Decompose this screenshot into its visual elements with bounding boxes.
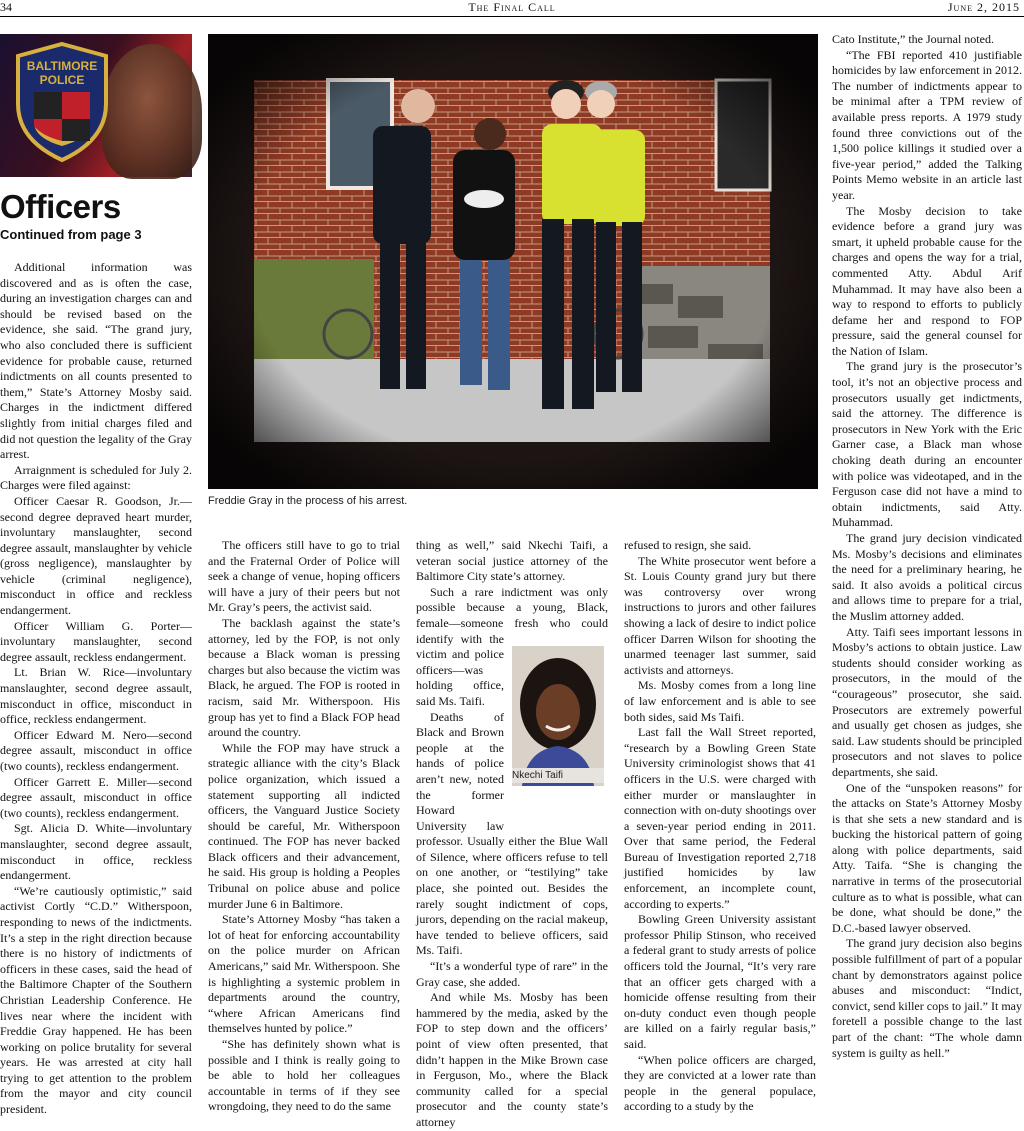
paragraph: Officer William G. Porter—involuntary manslaughter, second degree assault, reckless endangerment. xyxy=(0,618,192,664)
paragraph: The grand jury is the prosecutor’s tool, it’s not an objective process and prosecutors usually get indictments, said the attorney. The difference is prosecutors in New York with the Eric Garner case, a Black man whose choking death during an encounter with police was videotaped, and in the Ferguson case did not have a mind to obtain indictments, said Atty. Muhammad. xyxy=(832,359,1022,530)
continuation-note: Continued from page 3 xyxy=(0,227,142,242)
portrait-wrap-space xyxy=(510,646,608,830)
paragraph: The officers still have to go to trial and the Fraternal Order of Police will seek a change of venue, hoping officers will have a jury of their peers but not Mr. Gray’s peers, the activist said. xyxy=(208,538,400,615)
paragraph: The grand jury decision vindicated Ms. Mosby’s decisions and eliminates the need for a preliminary hearing, he said. It also avoids a political circus and allows time to prepare for a trial, the Muslim attorney added. xyxy=(832,531,1022,623)
arrest-photo xyxy=(208,34,818,489)
paragraph: The grand jury decision also begins possible fulfillment of part of a popular chant by demonstrators against police abuses and misconduct: “Indict, convict, send killer cops to jail.” It may foretell a possible change to the last part of the chant: “The whole damn system is guilty as hell.” xyxy=(832,936,1022,1060)
baltimore-police-logo-image xyxy=(0,34,192,177)
paragraph: “We’re cautiously optimistic,” said activist Cortly “C.D.” Witherspoon, responding to news of the indictments. It’s a step in the right direction because there is no history of indictments of officers in these cases, said the head of the Baltimore Chapter of the Southern Christian Leadership Conference. He lives near where the incident with Freddie Gray happened. He has been working on police brutality for several years. He was arrested at city hall trying to get attention to the problem from the mayor and city council president. xyxy=(0,883,192,1117)
article-column-5 xyxy=(832,32,1022,1106)
paragraph: Officer Garrett E. Miller—second degree assault, misconduct in office (two counts), reckless endangerment. xyxy=(0,774,192,820)
photo-caption: Freddie Gray in the process of his arrest. xyxy=(208,495,408,507)
paragraph: Atty. Taifi sees important lessons in Mosby’s actions to obtain justice. Law students should consider working as prosecutors, in the mould of the “courageous” prosecutor, she said. Prosecutors are extremely powerful and usually get chosen as judges, she said. Law students should be principled prosecutors and not slaves to police departments, she said. xyxy=(832,624,1022,779)
paragraph: refused to resign, she said. xyxy=(624,538,752,552)
paragraph: “She has definitely shown what is possible and I think is really going to be able to hold her colleagues accountable in terms of if they see wrongdoing, they need to do the same xyxy=(208,1037,400,1114)
paragraph: And while Ms. Mosby has been hammered by the media, asked by the FOP to step down and the officers’ point of view often presented, that didn’t happen in the Mike Brown case in Ferguson, Mo., where the Black community called for a special prosecutor and the county state’s attorney xyxy=(416,990,608,1129)
article-column-4 xyxy=(624,538,816,1114)
badge-text-top: BALTIMORE xyxy=(26,59,98,73)
paragraph: Officer Caesar R. Goodson, Jr.—second degree depraved heart murder, involuntary manslaughter, second degree assault, manslaughter by vehicle (gross negligence), manslaughter by vehicle (criminal negligence), misconduct in office and reckless endangerment. xyxy=(0,493,192,618)
paragraph: Additional information was discovered and as is often the case, during an investigation charges can and should be revised based on the evidence, she said. “The grand jury, who also concluded there is sufficient evidence for probable cause, returned indictments on all counts presented to them,” State’s Attorney Mosby said. Charges in the indictment differed slightly from initial charges filed and did not question the legality of the Gray arrest. xyxy=(0,260,192,462)
badge-text-bottom: POLICE xyxy=(39,73,85,87)
page-header xyxy=(0,0,1024,17)
article-column-1 xyxy=(0,260,192,1117)
paragraph: “When police officers are charged, they are convicted at a lower rate than people in the general populace, according to a study by the xyxy=(624,1052,816,1114)
paragraph: Arraignment is scheduled for July 2. Charges were filed against: xyxy=(0,462,192,493)
paragraph: The backlash against the state’s attorney, led by the FOP, is not only because a Black woman is pressing charges but also because the victim was Black, he argued. The FOP is rooted in racism, said Mr. Witherspoon. His group has yet to find a Black FOP head around the country. xyxy=(208,615,400,740)
paragraph: Lt. Brian W. Rice—involuntary manslaughter, second degree assault, misconduct in office, misconduct in office, reckless endangerment. xyxy=(0,665,192,727)
portrait-caption: Nkechi Taifi xyxy=(512,768,604,783)
page-number: 34 xyxy=(0,0,12,14)
paragraph: Such a rare indictment was only possible because a young, Black, female—someone fresh who could identify with the victim and police officers—was holding office, said Ms. Taifi. xyxy=(416,584,608,708)
paragraph: “The FBI reported 410 justifiable homicides by law enforcement in 2012. The number of indictments appear to be minimal after a TPM review of available press reports. A 1979 study found three convictions out of the 1,500 police killings it studied over a five-year period,” added the Talking Points Memo website in an article last year. xyxy=(832,47,1022,202)
paragraph: Bowling Green University assistant professor Philip Stinson, who received a federal grant to study arrests of police officers told the Journal, “It’s very rare that an officer gets charged with a homicide offense resulting from their on-duty conduct even though people are killed on a fairly regular basis,” said. xyxy=(624,912,816,1051)
paragraph: Last fall the Wall Street reported, “research by a Bowling Green State University criminologist shows that 41 officers in the U.S. were charged with either murder or manslaughter in connection with on-duty shootings over a seven-year period ending in 2011. Over that same period, the Federal Bureau of Investigation reported 2,718 justified homicides by law enforcement, an incomplete count, according to experts.” xyxy=(624,725,816,911)
paragraph: Officer Edward M. Nero—second degree assault, misconduct in office (two counts), reckless endangerment. xyxy=(0,727,192,773)
paragraph: The Mosby decision to take evidence before a grand jury was smart, it upheld probable cause for the charges and opens the way for a trial, commented Atty. Abdul Arif Muhammad. It may have also been a way to respond to efforts to publicly defame her and respond to FOP pressure, said the general counsel for the Nation of Islam. xyxy=(832,203,1022,358)
paragraph: Cato Institute,” the Journal noted. xyxy=(832,32,994,46)
paragraph: Deaths of Black and Brown people at the hands of police aren’t new, noted the former Howard University law professor. Usually either the Blue Wall of Silence, where officers refuse to tell on one another, or “testilying” take place, she pointed out. Besides the rarely sought indictment of cops, jurors, depending on the racial makeup, have tended to believe officers, said Ms. Taifi. xyxy=(416,709,608,958)
paragraph: Sgt. Alicia D. White—involuntary manslaughter, second degree assault, misconduct in office, reckless endangerment. xyxy=(0,821,192,883)
police-badge-icon xyxy=(12,42,112,162)
paragraph: State’s Attorney Mosby “has taken a lot of heat for enforcing accountability on the police murder on African Americans,” said Mr. Witherspoon. She is highlighting a systemic problem in departments around the country, “where African Americans find themselves hunted by police.” xyxy=(208,912,400,1036)
issue-date: June 2, 2015 xyxy=(947,0,1020,14)
article-column-2 xyxy=(208,538,400,1114)
paragraph: While the FOP may have struck a strategic alliance with the city’s Black police organization, which issued a statement supporting all indicted officers, the Vanguard Justice Society should be careful, Mr. Witherspoon continued. The FOP has never backed Black officers and their advancement, he said. His group is holding a Peoples Tribunal on police abuse and police murder June 6 in Baltimore. xyxy=(208,740,400,911)
portrait-silhouette xyxy=(102,44,202,179)
paragraph: “It’s a wonderful type of rare” in the Gray case, she added. xyxy=(416,959,608,989)
article-column-3 xyxy=(416,538,608,1129)
paragraph: thing as well,” said Nkechi Taifi, a veteran social justice attorney of the Baltimore City state’s attorney. xyxy=(416,538,608,584)
publication-name: The Final Call xyxy=(468,0,556,14)
article-headline: Officers xyxy=(0,188,121,225)
paragraph: Ms. Mosby comes from a long line of law enforcement and is able to see both sides, said Ms Taifi. xyxy=(624,678,816,724)
paragraph: One of the “unspoken reasons” for the attacks on State’s Attorney Mosby is that she sets a new standard and is bucking the historical pattern of going along with police departments, said Atty. Taifa. “She is changing the narrative in terms of the prosecutorial culture as to what is possible, what can be done, what should be done,” the D.C.-based lawyer observed. xyxy=(832,780,1022,935)
paragraph: The White prosecutor went before a St. Louis County grand jury but there was controversy over wrong instructions to jurors and other failures showing a lack of desire to indict police officer Darren Wilson for shooting the unarmed teenager last summer, said activists and attorneys. xyxy=(624,553,816,677)
